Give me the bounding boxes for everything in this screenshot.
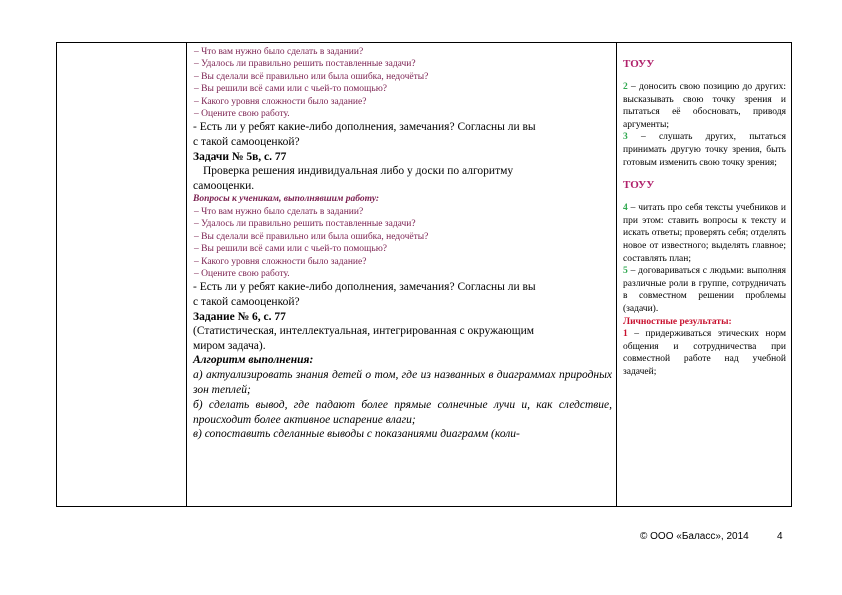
column-divider-right [616, 43, 617, 506]
algorithm-title: Алгоритм выполнения: [193, 354, 314, 367]
personal-results-heading: Личностные результаты: [623, 316, 732, 327]
discussion-prompt-cont: с такой самооценкой? [193, 295, 300, 308]
table-right-border [791, 43, 792, 506]
algorithm-step-b: б) сделать вывод, где падают более прямые солнечные лучи и, как следствие, происходит более активное испарение влаги; [193, 398, 612, 426]
outcome-number: 2 [623, 82, 628, 92]
page-number: 4 [777, 531, 783, 542]
algorithm-step-a: а) актуализировать знания детей о том, где из названных в диаграммах природных зон теплей; [193, 369, 612, 396]
task-heading: Задание № 6, с. 77 [193, 310, 286, 323]
copyright-footer: © ООО «Баласс», 2014 [640, 531, 749, 542]
outcome-item [623, 81, 786, 131]
discussion-prompt-cont: с такой самооценкой? [193, 136, 300, 149]
outcome-heading: ТОУУ [623, 58, 655, 70]
outcome-text: – придерживаться этических норм общения и сотрудничества при совместной работе над учебной задачей; [623, 329, 786, 377]
outcome-number: 5 [623, 266, 628, 277]
question-line: – Что вам нужно было сделать в задании? [194, 47, 364, 57]
lesson-content-column [189, 43, 616, 506]
outcome-text: – доносить свою позицию до других: высказывать свою точку зрения и пытаться её обосновать, приводя аргументы; [623, 82, 786, 130]
check-text-cont: самооценки. [193, 179, 255, 192]
outcome-number: 4 [623, 203, 628, 214]
question-line: – Какого уровня сложности было задание? [194, 96, 367, 107]
task-description-cont: миром задача). [193, 339, 266, 352]
question-line: – Вы сделали всё правильно или была ошибка, недочёты? [194, 71, 429, 82]
outcome-item [623, 328, 786, 378]
task-description: (Статистическая, интеллектуальная, интегрированная с окружающим [193, 325, 534, 338]
outcome-item [623, 202, 786, 265]
question-line: – Что вам нужно было сделать в задании? [194, 206, 364, 217]
questions-title: Вопросы к ученикам, выполнявшим работу: [193, 194, 380, 205]
question-line: – Оцените свою работу. [194, 109, 290, 120]
lesson-table [56, 42, 792, 507]
outcome-text: – читать про себя тексты учебников и при этом: ставить вопросы к тексту и искать ответы; проверять себя; отделять новое от известного; выделять главное; составлять план; [623, 203, 786, 264]
outcome-item [623, 265, 786, 315]
question-line: – Оцените свою работу. [194, 268, 290, 279]
algorithm-step-v: в) сопоставить сделанные выводы с показаниями диаграмм (коли- [193, 428, 520, 441]
outcomes-column [619, 43, 789, 506]
outcome-number: 3 [623, 132, 628, 143]
question-line: – Какого уровня сложности было задание? [194, 256, 367, 267]
outcome-heading: ТОУУ [623, 179, 655, 192]
column-divider-left [186, 43, 187, 506]
question-line: – Удалось ли правильно решить поставленные задачи? [194, 59, 416, 70]
check-text: Проверка решения индивидуальная либо у доски по алгоритму [203, 165, 514, 178]
question-line: – Удалось ли правильно решить поставленные задачи? [194, 219, 416, 230]
discussion-prompt: - Есть ли у ребят какие-либо дополнения, замечания? Согласны ли вы [193, 281, 536, 294]
question-line: – Вы решили всё сами или с чьей-то помощью? [194, 84, 388, 95]
outcome-text: – договариваться с людьми: выполняя различные роли в группе, сотрудничать в совместном решении проблемы (задачи). [623, 266, 786, 314]
outcome-number: 1 [623, 329, 628, 339]
question-line: – Вы решили всё сами или с чьей-то помощью? [194, 244, 388, 255]
discussion-prompt: - Есть ли у ребят какие-либо дополнения, замечания? Согласны ли вы [193, 121, 536, 134]
outcome-item [623, 131, 786, 169]
question-line: – Вы сделали всё правильно или была ошибка, недочёты? [194, 231, 429, 242]
outcome-text: – слушать других, пытаться принимать другую точку зрения, быть готовым изменить свою точку зрения; [623, 132, 786, 168]
task-heading: Задачи № 5в, с. 77 [193, 150, 287, 163]
